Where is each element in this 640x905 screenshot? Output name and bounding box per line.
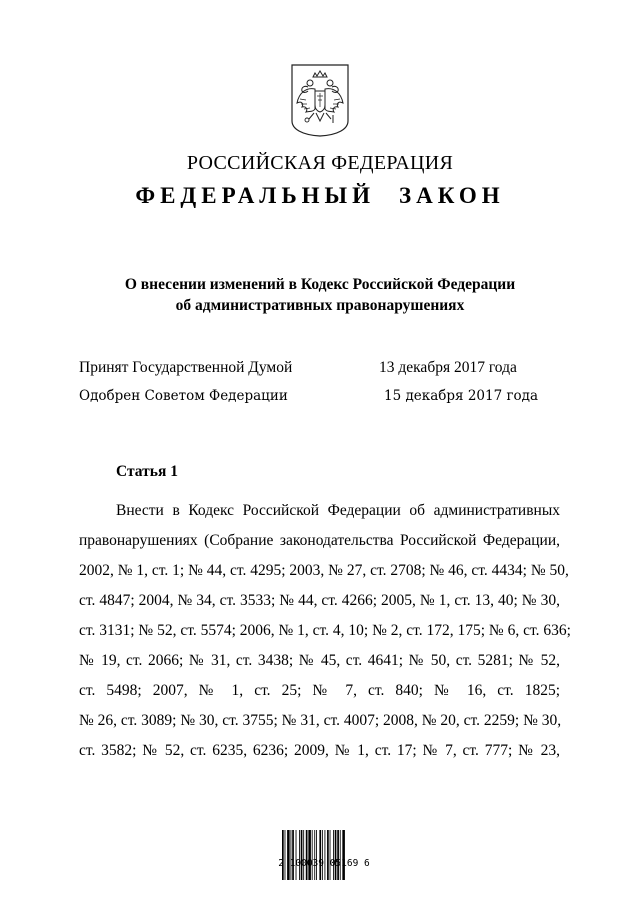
country-name: РОССИЙСКАЯ ФЕДЕРАЦИЯ [186,152,454,174]
document-type [0,183,640,209]
body-line: 2002, № 1, ст. 1; № 44, ст. 4295; 2003, № 27, ст. 2708; № 46, ст. 4434; № 50, [79,562,569,579]
adoption-council-row [79,388,559,408]
duma-date: 13 декабря 2017 года [379,359,517,376]
law-title-line: О внесении изменений в Кодекс Российской Федерации [124,276,516,293]
adoption-duma-row [79,359,559,379]
body-line: № 19, ст. 2066; № 31, ст. 3438; № 45, ст. 4641; № 50, ст. 5281; № 52, [79,652,560,669]
state-emblem [288,63,352,137]
body-line: ст. 3582; № 52, ст. 6235, 6236; 2009, № 1, ст. 17; № 7, ст. 777; № 23, [79,742,560,759]
article-heading: Статья 1 [116,463,178,480]
law-title-line: об административных правонарушениях [175,297,465,314]
body-line: ст. 4847; 2004, № 34, ст. 3533; № 44, ст. 4266; 2005, № 1, ст. 13, 40; № 30, [79,592,560,609]
body-line: № 26, ст. 3089; № 30, ст. 3755; № 31, ст. 4007; 2008, № 20, ст. 2259; № 30, [79,712,562,729]
body-line: ст. 3131; № 52, ст. 5574; 2006, № 1, ст. 4, 10; № 2, ст. 172, 175; № 6, ст. 636; [79,622,571,639]
body-line: правонарушениях (Собрание законодательства Российской Федерации, [79,532,560,549]
law-title [0,274,640,316]
double-headed-eagle-icon [288,63,352,137]
council-date: 15 декабря 2017 года [384,388,539,404]
body-line: Внести в Кодекс Российской Федерации об административных [116,502,560,519]
council-label: Одобрен Советом Федерации [79,388,288,404]
body-line: ст. 5498; 2007, № 1, ст. 25; № 7, ст. 840; № 16, ст. 1825; [79,682,560,699]
document-type-word: ЗАКОН [399,183,505,208]
document-type-word: ФЕДЕРАЛЬНЫЙ [135,183,376,208]
barcode-number: 2 100039 05169 6 [278,858,370,869]
article-body [79,496,571,766]
barcode-bars-icon [282,830,362,880]
duma-label: Принят Государственной Думой [79,359,293,376]
